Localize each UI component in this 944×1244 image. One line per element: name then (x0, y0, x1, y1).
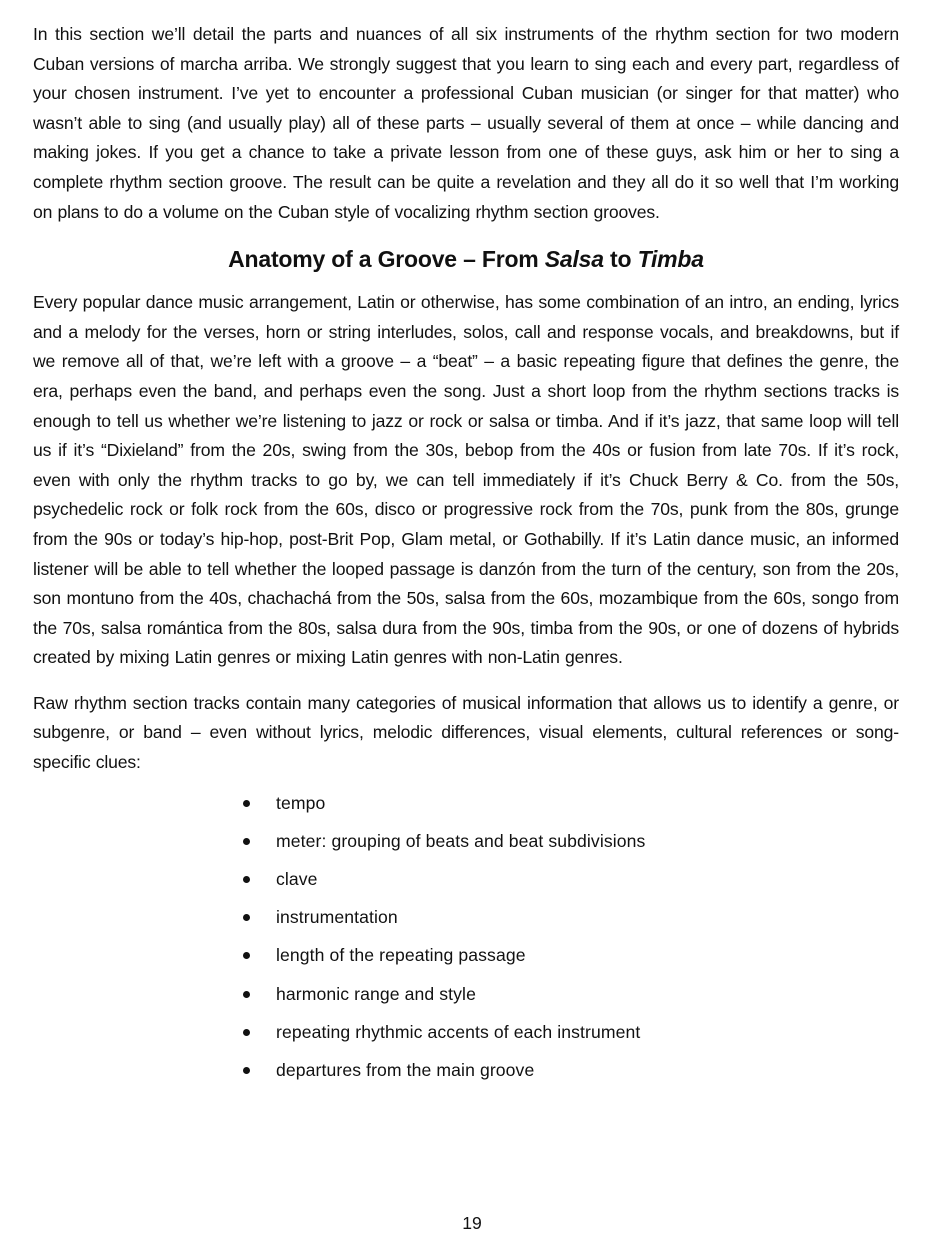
page-body (33, 20, 899, 1097)
heading-italic-timba: Timba (637, 246, 704, 273)
list-item-text: repeating rhythmic accents of each instrument (276, 1021, 641, 1042)
bullet-icon (243, 838, 250, 845)
list-item-text: meter: grouping of beats and beat subdivisions (276, 830, 646, 851)
bullet-list (33, 792, 899, 1081)
heading-middle: to (603, 246, 638, 273)
bullet-icon (243, 800, 250, 807)
bullet-icon (243, 952, 250, 959)
page-number: 19 (462, 1213, 482, 1233)
bullet-icon (243, 876, 250, 883)
bullet-icon (243, 1029, 250, 1036)
list-item-text: harmonic range and style (276, 983, 476, 1004)
list-item (33, 1021, 899, 1043)
list-item (33, 906, 899, 928)
list-item (33, 830, 899, 852)
list-item-text: length of the repeating passage (276, 945, 526, 966)
heading-italic-salsa: Salsa (544, 246, 604, 273)
list-item (33, 868, 899, 890)
list-item (33, 983, 899, 1005)
list-item-text: instrumentation (276, 907, 398, 928)
heading-prefix: Anatomy of a Groove – From (228, 246, 545, 273)
list-item (33, 792, 899, 814)
list-item-text: departures from the main groove (276, 1059, 535, 1080)
tracks-paragraph: Raw rhythm section tracks contain many categories of musical information that allows us to identify a genre, or subgenre, or band – even without lyrics, melodic differences, visual elements, cultural references or song-specific clues: (33, 692, 899, 773)
bullet-icon (243, 914, 250, 921)
bullet-icon (243, 1067, 250, 1074)
list-item (33, 1059, 899, 1081)
intro-paragraph: In this section we’ll detail the parts and nuances of all six instruments of the rhythm section for two modern Cuban versions of marcha arriba. We strongly suggest that you learn to sing each and every part, regardless of your chosen instrument. I’ve yet to encounter a professional Cuban musician (or singer for that matter) who wasn’t able to sing (and usually play) all of these parts – usually several of them at once – while dancing and making jokes. If you get a chance to take a private lesson from one of these guys, ask him or her to sing a complete rhythm section groove. The result can be quite a revelation and they all do it so well that I’m working on plans to do a volume on the Cuban style of vocalizing rhythm section grooves. (33, 24, 899, 222)
section-heading (33, 244, 899, 274)
list-item-text: clave (276, 869, 318, 890)
list-item (33, 944, 899, 966)
bullet-icon (243, 991, 250, 998)
list-item-text: tempo (276, 792, 326, 813)
groove-paragraph: Every popular dance music arrangement, Latin or otherwise, has some combination of an intro, an ending, lyrics and a melody for the verses, horn or string interludes, solos, call and response vocals, and breakdowns, but if we remove all of that, we’re left with a groove – a “beat” – a basic repeating figure that defines the genre, the era, perhaps even the band, and perhaps even the song. Just a short loop from the rhythm sections tracks is enough to tell us whether we’re listening to jazz or rock or salsa or timba. And if it’s jazz, that same loop will tell us if it’s “Dixieland” from the 20s, swing from the 30s, bebop from the 40s or fusion from late 70s. If it’s rock, even with only the rhythm tracks to go by, we can tell immediately if it’s Chuck Berry & Co. from the 50s, psychedelic rock or folk rock from the 60s, disco or progressive rock from the 70s, punk from the 80s, grunge from the 90s or today’s hip-hop, post-Brit Pop, Glam metal, or Gothabilly. If it’s Latin dance music, an informed listener will be able to tell whether the looped passage is danzón from the turn of the century, son from the 20s, son montuno from the 40s, chachachá from the 50s, salsa from the 60s, mozambique from the 60s, songo from the 70s, salsa romántica from the 80s, salsa dura from the 90s, timba from the 90s, or one of dozens of hybrids created by mixing Latin genres or mixing Latin genres with non-Latin genres. (33, 292, 899, 668)
